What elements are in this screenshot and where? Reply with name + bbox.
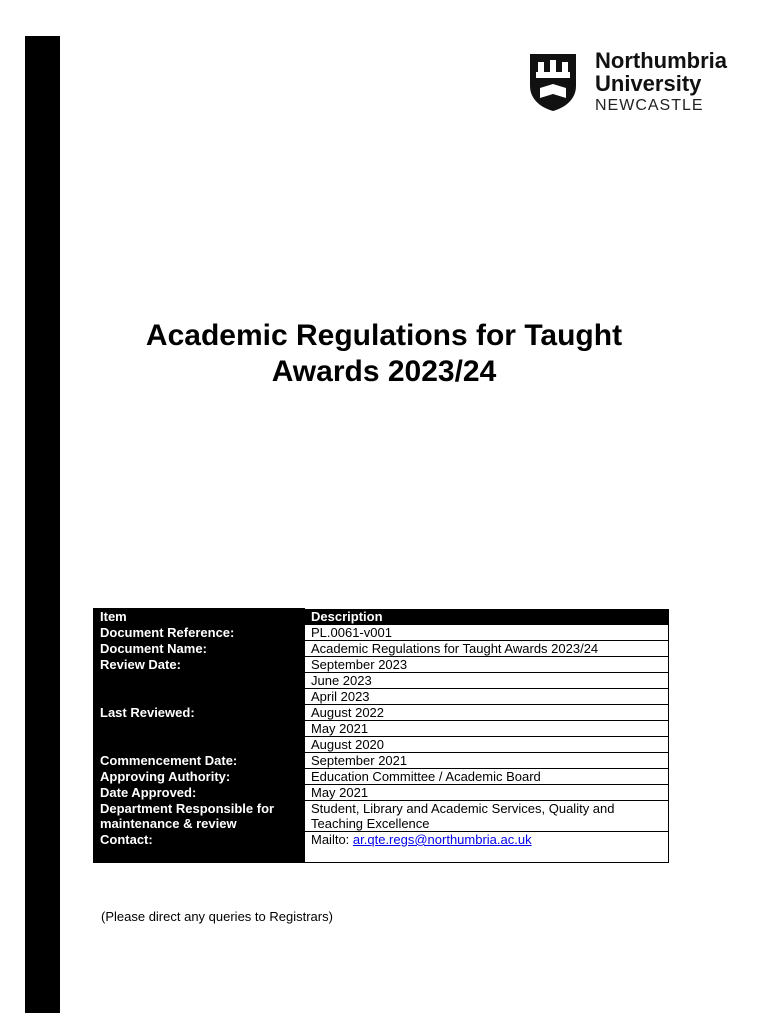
table-row bbox=[94, 832, 669, 863]
doc-ref-label: Document Reference: bbox=[94, 625, 305, 641]
date-approved-label: Date Approved: bbox=[94, 785, 305, 801]
table-row bbox=[94, 753, 669, 769]
document-control-table bbox=[93, 608, 669, 863]
document-title bbox=[100, 318, 668, 390]
last-reviewed-date: August 2020 bbox=[305, 737, 669, 753]
last-reviewed-date: August 2022 bbox=[305, 705, 669, 721]
approving-authority-value: Education Committee / Academic Board bbox=[305, 769, 669, 785]
table-header-row bbox=[94, 609, 669, 625]
last-reviewed-label: Last Reviewed: bbox=[94, 673, 305, 753]
title-line1: Academic Regulations for Taught bbox=[145, 319, 623, 352]
commencement-label: Commencement Date: bbox=[94, 753, 305, 769]
university-logo bbox=[528, 50, 748, 120]
date-approved-value: May 2021 bbox=[305, 785, 669, 801]
department-label: Department Responsible for maintenance & review bbox=[94, 801, 305, 832]
header-description: Description bbox=[305, 609, 669, 625]
table-row bbox=[94, 801, 669, 832]
table-row bbox=[94, 625, 669, 641]
review-date-value: September 2023 bbox=[305, 657, 669, 673]
commencement-value: September 2021 bbox=[305, 753, 669, 769]
review-date-label: Review Date: bbox=[94, 657, 305, 673]
contact-label: Contact: bbox=[94, 832, 305, 863]
last-reviewed-date: June 2023 bbox=[305, 673, 669, 689]
logo-city: NEWCASTLE bbox=[595, 97, 704, 114]
table-row bbox=[94, 785, 669, 801]
last-reviewed-date: April 2023 bbox=[305, 689, 669, 705]
doc-ref-value: PL.0061-v001 bbox=[305, 625, 669, 641]
department-value: Student, Library and Academic Services, Quality and Teaching Excellence bbox=[305, 801, 669, 832]
doc-name-label: Document Name: bbox=[94, 641, 305, 657]
castle-shield-icon bbox=[528, 52, 578, 112]
contact-prefix: Mailto: bbox=[311, 832, 350, 847]
last-reviewed-date: May 2021 bbox=[305, 721, 669, 737]
contact-email-link[interactable]: ar.qte.regs@northumbria.ac.uk bbox=[352, 832, 532, 847]
table-row bbox=[94, 769, 669, 785]
logo-name-line1: Northumbria bbox=[595, 48, 727, 73]
left-black-bar bbox=[25, 36, 60, 1013]
table-row bbox=[94, 657, 669, 673]
approving-authority-label: Approving Authority: bbox=[94, 769, 305, 785]
footer-note: (Please direct any queries to Registrars) bbox=[101, 909, 333, 924]
doc-name-value: Academic Regulations for Taught Awards 2023/24 bbox=[305, 641, 669, 657]
logo-name-line2: University bbox=[595, 71, 702, 96]
header-item: Item bbox=[94, 609, 305, 625]
table-row bbox=[94, 641, 669, 657]
contact-value bbox=[305, 832, 669, 863]
table-row bbox=[94, 673, 669, 689]
title-line2: Awards 2023/24 bbox=[271, 355, 497, 388]
